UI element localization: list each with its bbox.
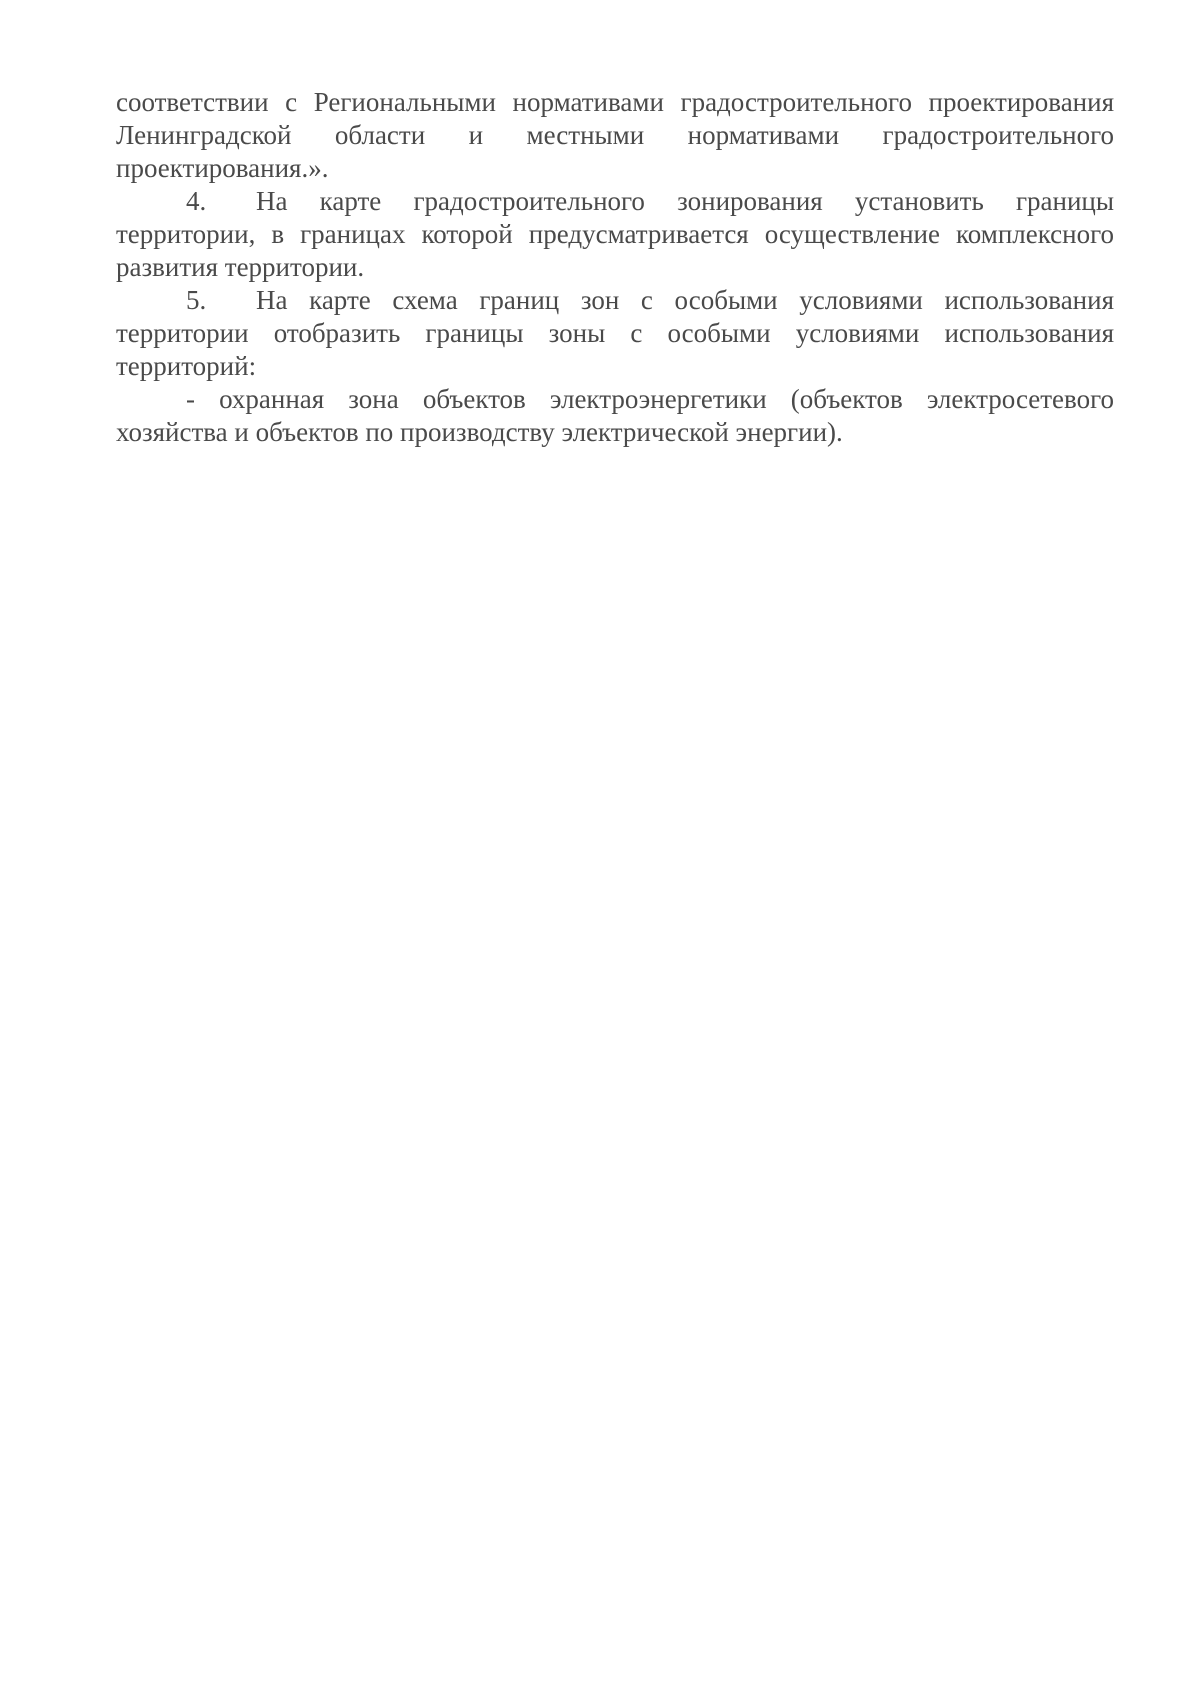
paragraph-bullet [116,383,1114,449]
paragraph-item-5 [116,284,1114,383]
paragraph-text: соответствии с Региональными нормативами градостроительного проектирования Ленинградской области и местными нормативами градостроительного проектирования.». [116,87,1114,183]
paragraph-continuation [116,86,1114,185]
paragraph-text: - охранная зона объектов электроэнергетики (объектов электросетевого хозяйства и объектов по производству электрической энергии). [116,384,1114,447]
item-number: 4. [186,186,207,216]
paragraph-text: На карте схема границ зон с особыми условиями использования территории отобразить границы зоны с особыми условиями использования территорий: [116,285,1114,381]
item-number: 5. [186,285,207,315]
document-body [116,86,1114,449]
paragraph-item-4 [116,185,1114,284]
paragraph-text: На карте градостроительного зонирования установить границы территории, в границах которой предусматривается осуществление комплексного развития территории. [116,186,1114,282]
